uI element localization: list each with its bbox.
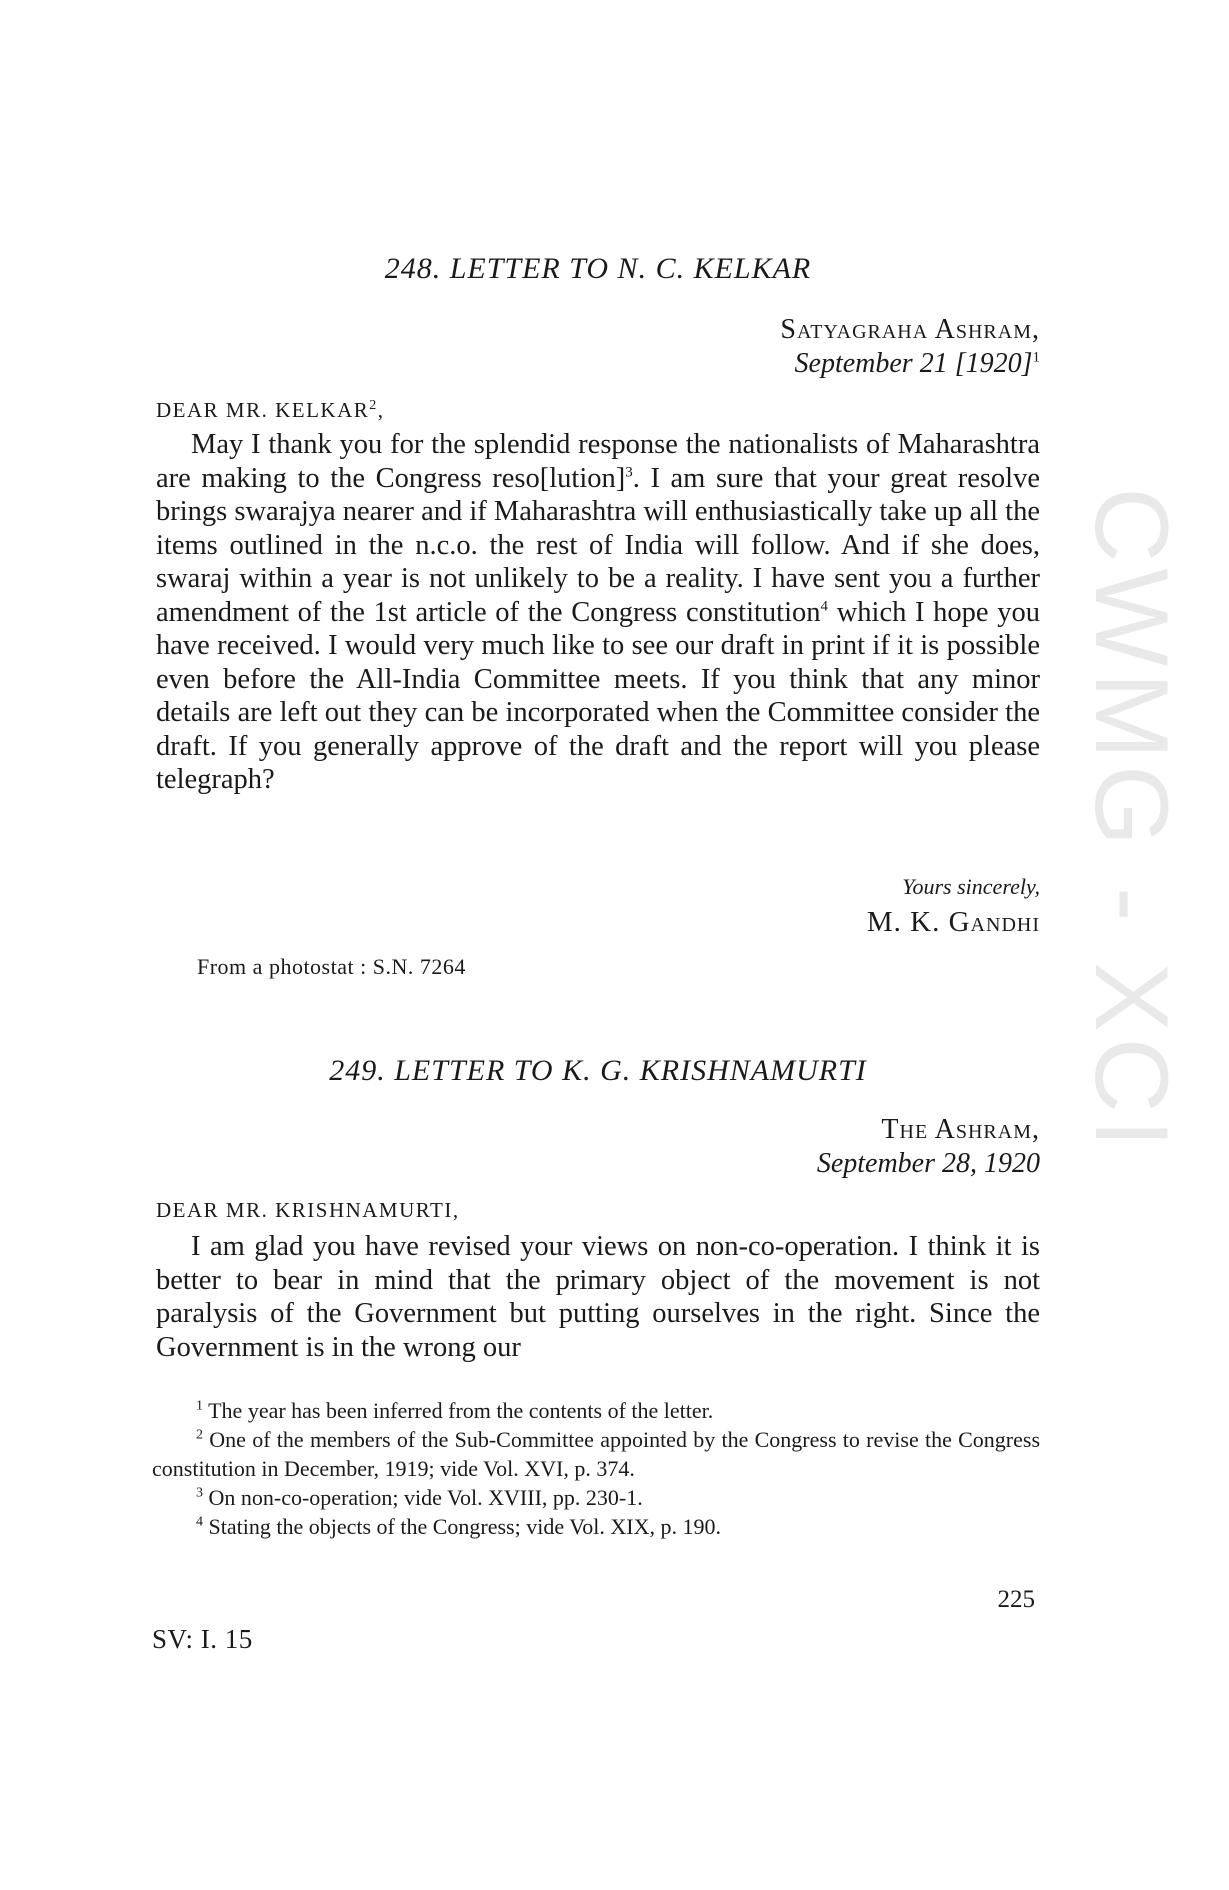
footnote-3: [152, 1483, 1040, 1512]
footnote-ref-4: 4: [820, 598, 829, 614]
footnote-2-text: One of the members of the Sub-Committee appointed by the Congress to revise the Congress constitution in December, 1919; vide Vol. XVI, p. 374.: [152, 1427, 1041, 1481]
letter-248-signature: M. K. Gandhi: [866, 906, 1040, 938]
footnote-2-number: 2: [196, 1427, 203, 1443]
letter-248-heading: 248. LETTER TO N. C. KELKAR: [384, 252, 812, 285]
footnotes: [152, 1396, 1040, 1541]
letter-248-salutation: [156, 398, 385, 423]
footnote-ref-1: 1: [1032, 349, 1040, 366]
letter-248-body-part2: . I am sure that your great resolve brings swarajya nearer and if Maharashtra will enthusiastically take up all the items outlined in the n.c.o. the rest of India will follow. And if she does, swaraj within a year is not unlikely to be a reality. I have sent you a further amendment of the 1st article of the Congress constitution: [156, 462, 1041, 628]
letter-248-closing: Yours sincerely,: [902, 874, 1040, 899]
letter-248-date: [795, 348, 1040, 380]
footnote-1-text: The year has been inferred from the contents of the letter.: [208, 1398, 714, 1423]
letter-248-date-text: September 21 [1920]: [794, 348, 1033, 379]
footnote-ref-2: 2: [369, 398, 378, 413]
letter-249-heading: 249. LETTER TO K. G. KRISHNAMURTI: [329, 1054, 867, 1087]
letter-249-date: September 28, 1920: [816, 1148, 1040, 1179]
letter-249-salutation: DEAR MR. KRISHNAMURTI,: [156, 1198, 460, 1222]
footnote-4: [152, 1512, 1040, 1541]
letter-248-salutation-end: ,: [377, 398, 385, 422]
letter-249-place: The Ashram,: [881, 1114, 1040, 1145]
letter-248-body-part3: which I hope you have received. I would very much like to see our draft in print if it is possible even before the All-India Committee meets. If you think that any minor details are left out they can be incorporated when the Committee consider the draft. If you generally approve of the draft and the report will you please telegraph?: [156, 596, 1040, 795]
letter-249-body: I am glad you have revised your views on non-co-operation. I think it is better to bear in mind that the primary object of the movement is not paralysis of the Government but putting ourselves in the right. Since the Government is in the wrong our: [156, 1231, 1040, 1363]
footnote-2: [152, 1425, 1040, 1483]
footnote-ref-3: 3: [625, 464, 633, 480]
letter-248-salutation-text: DEAR MR. KELKAR: [156, 398, 370, 422]
footnote-3-text: On non-co-operation; vide Vol. XVIII, pp. 230-1.: [208, 1485, 643, 1510]
letter-248-body: [156, 428, 1040, 797]
footnote-3-number: 3: [196, 1485, 203, 1501]
footnote-4-text: Stating the objects of the Congress; vide Vol. XIX, p. 190.: [208, 1514, 721, 1539]
letter-248-place: Satyagraha Ashram,: [780, 314, 1040, 345]
page-number: 225: [997, 1586, 1035, 1613]
letter-248-source: From a photostat : S.N. 7264: [197, 954, 466, 979]
letter-248-body-part1: May I thank you for the splendid response the nationalists of Maharashtra are making to the Congress reso[lution]: [156, 429, 1040, 494]
footnote-4-number: 4: [196, 1514, 203, 1530]
watermark: [1072, 245, 1189, 1395]
printer-signature-mark: SV: I. 15: [152, 1624, 253, 1654]
footnote-1-number: 1: [196, 1398, 203, 1414]
watermark-text: CWMG - XCI: [1072, 486, 1189, 1154]
footnote-1: [152, 1396, 1040, 1425]
